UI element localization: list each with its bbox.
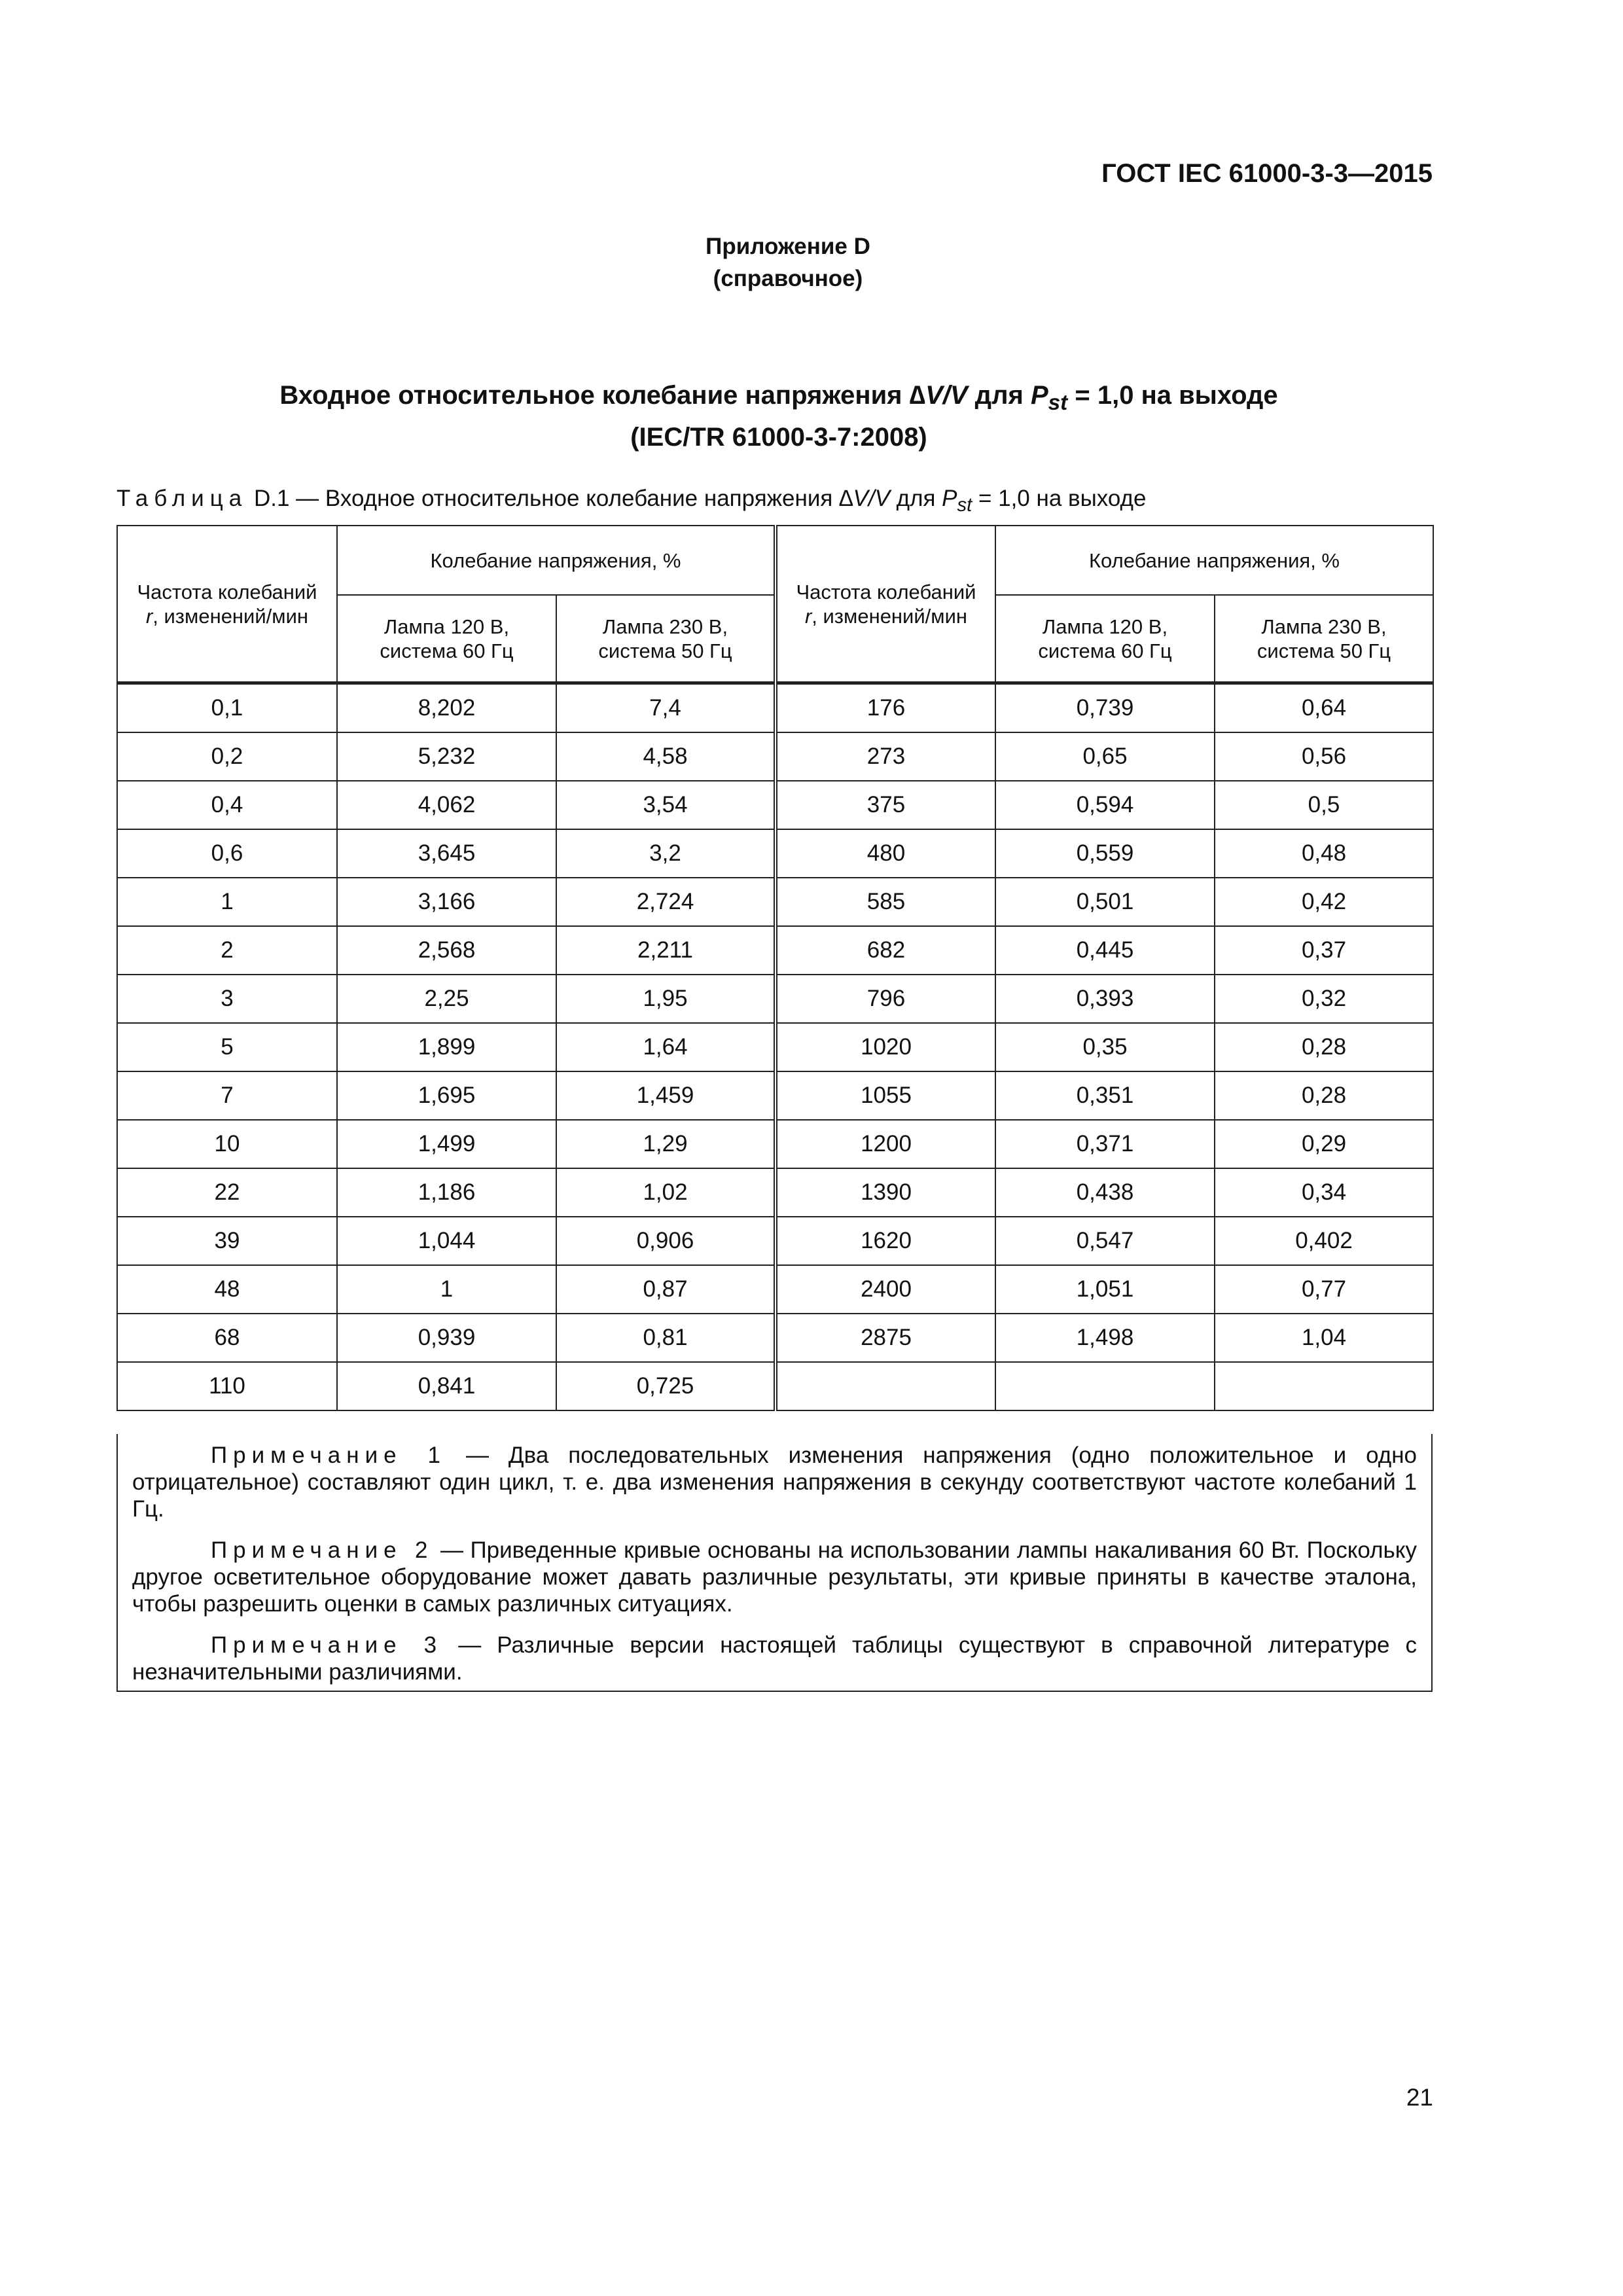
table-cell: 0,28 bbox=[1215, 1023, 1433, 1071]
caption-st: st bbox=[957, 495, 972, 516]
table-cell: 0,87 bbox=[556, 1265, 776, 1314]
document-title bbox=[0, 378, 1558, 455]
table-cell: 2,211 bbox=[556, 926, 776, 975]
lamp120-header bbox=[337, 595, 556, 683]
caption-id: D.1 bbox=[253, 486, 290, 511]
table-cell: 0,725 bbox=[556, 1362, 776, 1410]
table-cell: 2400 bbox=[776, 1265, 995, 1314]
sys50-label: система 50 Гц bbox=[1257, 639, 1391, 662]
table-cell: 3,54 bbox=[556, 781, 776, 829]
table-cell: 0,559 bbox=[995, 829, 1215, 878]
table-cell: 0,77 bbox=[1215, 1265, 1433, 1314]
table-cell: 0,65 bbox=[995, 732, 1215, 781]
table-cell: 0,29 bbox=[1215, 1120, 1433, 1168]
standard-code: ГОСТ IEC 61000-3-3—2015 bbox=[1101, 159, 1433, 188]
table-cell: 68 bbox=[117, 1314, 337, 1362]
caption-text: — Входное относительное колебание напряжения bbox=[289, 486, 840, 511]
table-cell: 0,5 bbox=[1215, 781, 1433, 829]
table-cell: 0,841 bbox=[337, 1362, 556, 1410]
table-cell: 3 bbox=[117, 975, 337, 1023]
table-cell: 10 bbox=[117, 1120, 337, 1168]
table-cell: 2875 bbox=[776, 1314, 995, 1362]
note-label: Примечание 2 bbox=[211, 1537, 434, 1563]
table-cell: 22 bbox=[117, 1168, 337, 1217]
table-cell bbox=[776, 1362, 995, 1410]
note-label: Примечание 3 bbox=[211, 1632, 443, 1658]
table-cell: 1200 bbox=[776, 1120, 995, 1168]
table-cell: 1,044 bbox=[337, 1217, 556, 1265]
freq-unit-r: r bbox=[145, 604, 153, 628]
table-row bbox=[117, 926, 1433, 975]
table-cell: 3,645 bbox=[337, 829, 556, 878]
fluct-header-left: Колебание напряжения, % bbox=[337, 526, 776, 595]
table-cell: 0,32 bbox=[1215, 975, 1433, 1023]
table-row bbox=[117, 975, 1433, 1023]
title-p: P bbox=[1030, 381, 1048, 410]
table-cell: 0,402 bbox=[1215, 1217, 1433, 1265]
title-after: = 1,0 на выходе bbox=[1067, 381, 1278, 410]
freq-unit-r: r bbox=[804, 604, 812, 628]
table-cell: 0,42 bbox=[1215, 878, 1433, 926]
title-for: для bbox=[967, 381, 1031, 410]
table-cell: 0,81 bbox=[556, 1314, 776, 1362]
table-cell: 8,202 bbox=[337, 683, 556, 733]
table-row bbox=[117, 732, 1433, 781]
table-cell: 0,1 bbox=[117, 683, 337, 733]
table-cell: 0,501 bbox=[995, 878, 1215, 926]
table-cell: 1620 bbox=[776, 1217, 995, 1265]
table-cell: 273 bbox=[776, 732, 995, 781]
caption-for: для bbox=[889, 486, 942, 511]
table-cell: 1 bbox=[117, 878, 337, 926]
notes-block bbox=[116, 1434, 1433, 1692]
annex-title: Приложение D bbox=[705, 234, 870, 259]
table-cell: 0,906 bbox=[556, 1217, 776, 1265]
table-row bbox=[117, 829, 1433, 878]
note-2 bbox=[132, 1537, 1417, 1617]
caption-dv: ∆V/V bbox=[839, 486, 890, 511]
table-cell: 176 bbox=[776, 683, 995, 733]
note-text: — Различные версии настоящей таблицы существуют в справочной литературе с незначительными различиями. bbox=[132, 1632, 1417, 1685]
lamp230-label: Лампа 230 В, bbox=[1261, 615, 1387, 638]
table-cell: 0,37 bbox=[1215, 926, 1433, 975]
table-cell: 2 bbox=[117, 926, 337, 975]
table-cell: 0,393 bbox=[995, 975, 1215, 1023]
table-cell: 0,438 bbox=[995, 1168, 1215, 1217]
table-cell: 1,186 bbox=[337, 1168, 556, 1217]
title-line-2: (IEC/TR 61000-3-7:2008) bbox=[630, 423, 927, 452]
table-cell: 0,547 bbox=[995, 1217, 1215, 1265]
table-body bbox=[117, 683, 1433, 1411]
freq-header-right bbox=[776, 526, 995, 683]
table-cell: 0,6 bbox=[117, 829, 337, 878]
table-cell: 3,166 bbox=[337, 878, 556, 926]
table-cell: 4,58 bbox=[556, 732, 776, 781]
sys60-label: система 60 Гц bbox=[380, 639, 514, 662]
table-cell: 0,445 bbox=[995, 926, 1215, 975]
table-cell: 1,899 bbox=[337, 1023, 556, 1071]
table-cell: 1,04 bbox=[1215, 1314, 1433, 1362]
table-cell: 1055 bbox=[776, 1071, 995, 1120]
table-cell: 0,56 bbox=[1215, 732, 1433, 781]
lamp230-header bbox=[556, 595, 776, 683]
freq-unit-text: , изменений/мин bbox=[152, 604, 309, 628]
annex-heading bbox=[0, 230, 1576, 295]
lamp230-header bbox=[1215, 595, 1433, 683]
table-cell: 1,498 bbox=[995, 1314, 1215, 1362]
table-cell: 4,062 bbox=[337, 781, 556, 829]
table-cell: 5 bbox=[117, 1023, 337, 1071]
table-row bbox=[117, 1120, 1433, 1168]
sys50-label: система 50 Гц bbox=[598, 639, 732, 662]
table-cell: 0,34 bbox=[1215, 1168, 1433, 1217]
table-cell: 0,594 bbox=[995, 781, 1215, 829]
table-cell: 2,724 bbox=[556, 878, 776, 926]
sys60-label: система 60 Гц bbox=[1038, 639, 1172, 662]
annex-kind: (справочное) bbox=[713, 266, 863, 291]
table-cell: 0,64 bbox=[1215, 683, 1433, 733]
table-cell: 1,051 bbox=[995, 1265, 1215, 1314]
table-cell: 1 bbox=[337, 1265, 556, 1314]
note-1 bbox=[132, 1442, 1417, 1522]
table-row bbox=[117, 1314, 1433, 1362]
table-row bbox=[117, 781, 1433, 829]
lamp120-header bbox=[995, 595, 1215, 683]
table-row bbox=[117, 1023, 1433, 1071]
table-cell: 0,2 bbox=[117, 732, 337, 781]
lamp120-label: Лампа 120 В, bbox=[383, 615, 510, 638]
table-cell: 1,499 bbox=[337, 1120, 556, 1168]
table-row bbox=[117, 1265, 1433, 1314]
table-cell: 0,939 bbox=[337, 1314, 556, 1362]
table-cell: 480 bbox=[776, 829, 995, 878]
freq-header-text: Частота колебаний bbox=[137, 580, 317, 603]
table-cell: 0,739 bbox=[995, 683, 1215, 733]
lamp120-label: Лампа 120 В, bbox=[1042, 615, 1168, 638]
table-cell: 1,695 bbox=[337, 1071, 556, 1120]
voltage-fluctuation-table bbox=[116, 525, 1434, 1411]
note-text: — Приведенные кривые основаны на использовании лампы накаливания 60 Вт. Поскольку другое осветительное оборудование может давать различные результаты, эти кривые приняты в качестве эталона, чтобы разрешить оценки в самых различных ситуациях. bbox=[132, 1537, 1417, 1617]
title-line-1 bbox=[0, 378, 1558, 420]
table-cell: 7,4 bbox=[556, 683, 776, 733]
table-cell: 796 bbox=[776, 975, 995, 1023]
freq-header-left bbox=[117, 526, 337, 683]
caption-after: = 1,0 на выходе bbox=[972, 486, 1147, 511]
table-cell: 0,371 bbox=[995, 1120, 1215, 1168]
title-dv: ∆V/V bbox=[909, 381, 968, 410]
title-text: Входное относительное колебание напряжения bbox=[279, 381, 910, 410]
table-cell: 375 bbox=[776, 781, 995, 829]
table-cell: 1,95 bbox=[556, 975, 776, 1023]
table-row bbox=[117, 1362, 1433, 1410]
table-cell: 0,4 bbox=[117, 781, 337, 829]
table-cell: 1,459 bbox=[556, 1071, 776, 1120]
caption-label: Таблица bbox=[116, 486, 248, 511]
table-cell: 2,25 bbox=[337, 975, 556, 1023]
freq-header-text: Частота колебаний bbox=[796, 580, 976, 603]
table-row bbox=[117, 1071, 1433, 1120]
table-row bbox=[117, 1168, 1433, 1217]
table-cell: 0,48 bbox=[1215, 829, 1433, 878]
note-label: Примечание 1 bbox=[211, 1443, 447, 1468]
title-st: st bbox=[1048, 391, 1068, 415]
table-row bbox=[117, 683, 1433, 733]
table-cell: 1,29 bbox=[556, 1120, 776, 1168]
note-text: — Два последовательных изменения напряжения (одно положительное и одно отрицательное) составляют один цикл, т. е. два изменения напряжения в секунду соответствуют частоте колебаний 1 Гц. bbox=[132, 1443, 1417, 1522]
table-cell bbox=[995, 1362, 1215, 1410]
table-cell: 585 bbox=[776, 878, 995, 926]
freq-unit-text: , изменений/мин bbox=[812, 604, 968, 628]
lamp230-label: Лампа 230 В, bbox=[602, 615, 728, 638]
table-cell: 0,351 bbox=[995, 1071, 1215, 1120]
note-3 bbox=[132, 1632, 1417, 1685]
table-cell bbox=[1215, 1362, 1433, 1410]
table-cell: 2,568 bbox=[337, 926, 556, 975]
table-cell: 0,28 bbox=[1215, 1071, 1433, 1120]
table-cell: 1020 bbox=[776, 1023, 995, 1071]
table-cell: 0,35 bbox=[995, 1023, 1215, 1071]
table-cell: 1,02 bbox=[556, 1168, 776, 1217]
fluct-header-right: Колебание напряжения, % bbox=[995, 526, 1433, 595]
table-cell: 5,232 bbox=[337, 732, 556, 781]
table-cell: 7 bbox=[117, 1071, 337, 1120]
table-cell: 1390 bbox=[776, 1168, 995, 1217]
table-cell: 39 bbox=[117, 1217, 337, 1265]
page-number: 21 bbox=[1406, 2084, 1433, 2111]
table-cell: 3,2 bbox=[556, 829, 776, 878]
table-cell: 682 bbox=[776, 926, 995, 975]
table-row bbox=[117, 1217, 1433, 1265]
table-cell: 1,64 bbox=[556, 1023, 776, 1071]
table-caption bbox=[116, 486, 1146, 516]
caption-p: P bbox=[942, 486, 957, 511]
table-cell: 48 bbox=[117, 1265, 337, 1314]
table-cell: 110 bbox=[117, 1362, 337, 1410]
table-row bbox=[117, 878, 1433, 926]
